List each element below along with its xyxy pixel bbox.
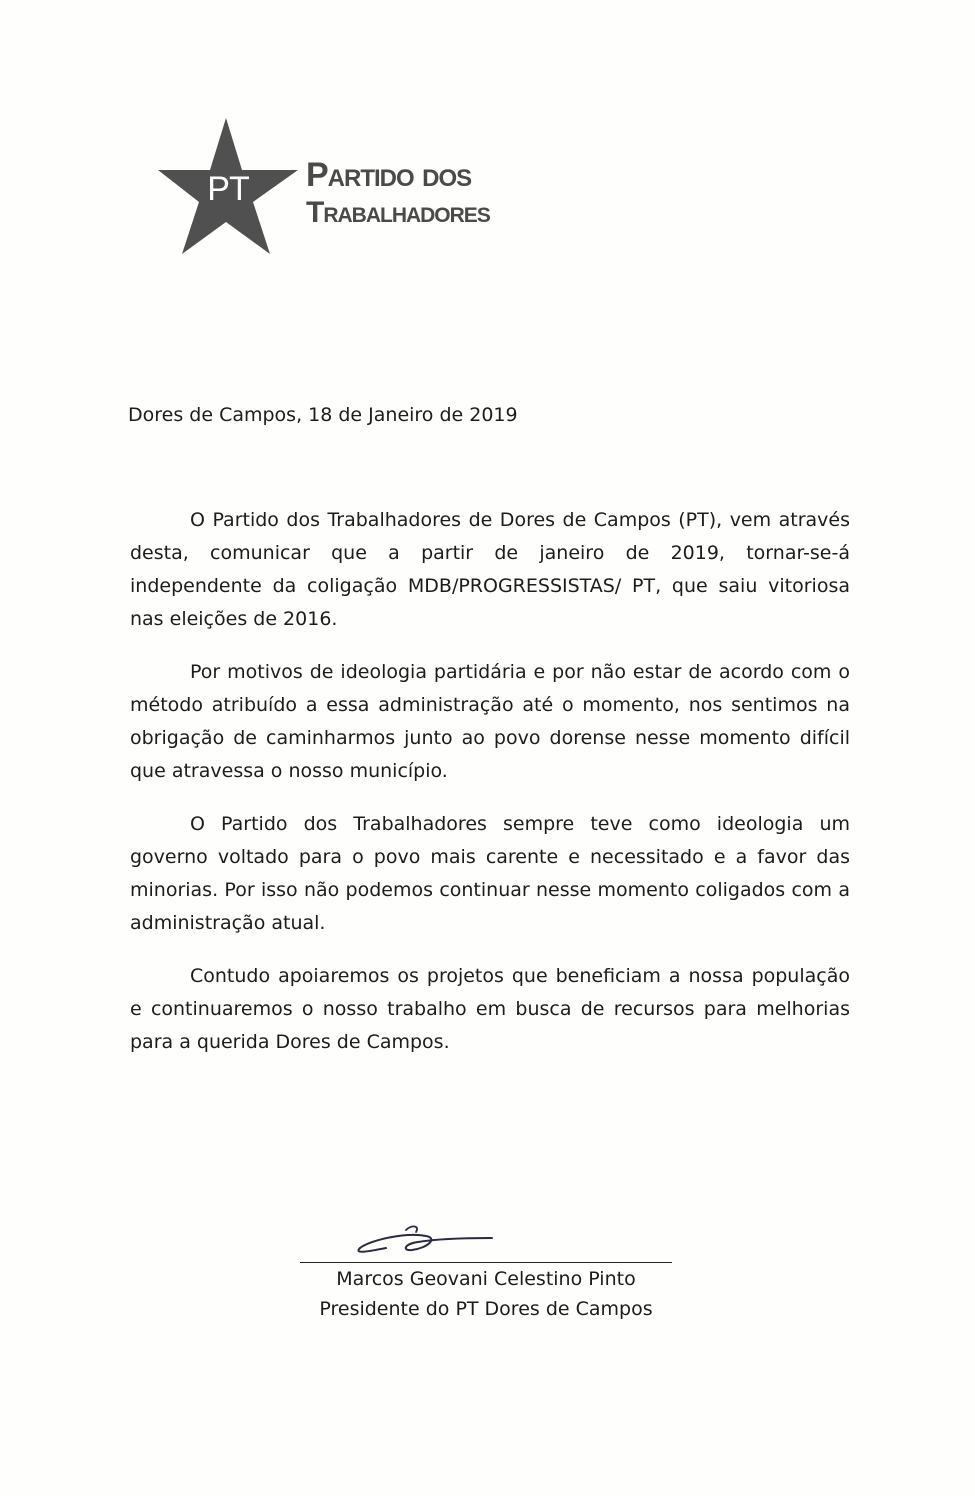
paragraph-4: Contudo apoiaremos os projetos que beneficiam a nossa população e continuaremos o nosso trabalho em busca de recursos para melhorias para a querida Dores de Campos. [130,965,850,1053]
signature-line [300,1262,672,1263]
signatory-name: Marcos Geovani Celestino Pinto [336,1268,636,1290]
paragraph-2: Por motivos de ideologia partidária e por não estar de acordo com o método atribuído a essa administração até o momento, nos sentimos na obrigação de caminharmos junto ao povo dorense nesse momento difícil que atravessa o nosso município. [130,661,850,782]
paragraph-3: O Partido dos Trabalhadores sempre teve como ideologia um governo voltado para o povo mais carente e necessitado e a favor das minorias. Por isso não podemos continuar nesse momento coligados com a administração atual. [130,813,850,934]
logo-letters: PT [207,170,249,208]
party-logo [158,118,538,258]
logo-line-2: Trabalhadores [306,196,490,229]
signatory-role: Presidente do PT Dores de Campos [319,1298,653,1320]
letter-body [130,504,850,1079]
logo-line-1: Partido dos [306,156,472,194]
handwritten-signature [346,1218,496,1262]
logo-wordmark [306,158,490,228]
paragraph-1: O Partido dos Trabalhadores de Dores de Campos (PT), vem através desta, comunicar que a partir de janeiro de 2019, tornar-se-á independente da coligação MDB/PROGRESSISTAS/ PT, que saiu vitoriosa nas eleições de 2016. [130,509,850,630]
letter-date: Dores de Campos, 18 de Janeiro de 2019 [128,404,518,426]
